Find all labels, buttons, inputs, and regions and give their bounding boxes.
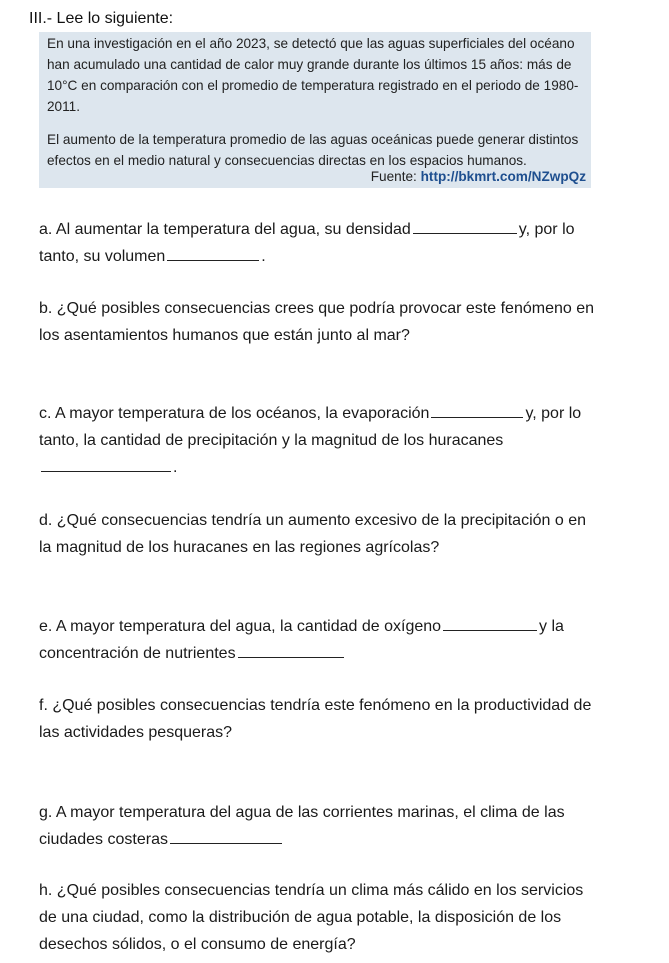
answer-blank-a1[interactable] bbox=[413, 219, 517, 234]
answer-blank-e1[interactable] bbox=[443, 616, 537, 631]
question-d: d. ¿Qué consecuencias tendría un aumento excesivo de la precipitación o en la magnitud de los huracanes en las regiones agrícolas? bbox=[39, 512, 586, 556]
answer-blank-e2[interactable] bbox=[238, 643, 344, 658]
answer-blank-g1[interactable] bbox=[170, 829, 282, 844]
question-g: g. A mayor temperatura del agua de las corrientes marinas, el clima de las ciudades costeras bbox=[39, 804, 565, 848]
passage-source bbox=[371, 166, 586, 187]
question-a: a. Al aumentar la temperatura del agua, su densidad y, por lo tanto, su volumen . bbox=[39, 221, 575, 265]
question-c: c. A mayor temperatura de los océanos, la evaporación y, por lo tanto, la cantidad de precipitación y la magnitud de los huracanes. bbox=[39, 405, 582, 476]
reading-passage bbox=[39, 32, 591, 188]
source-url: http://bkmrt.com/NZwpQz bbox=[420, 169, 586, 184]
question-b: b. ¿Qué posibles consecuencias crees que podría provocar este fenómeno en los asentamientos humanos que están junto al mar? bbox=[39, 300, 594, 344]
passage-paragraph-2: El aumento de la temperatura promedio de las aguas oceánicas puede generar distintos efectos en el medio natural y consecuencias directas en los espacios humanos. bbox=[47, 132, 579, 168]
section-heading: III.- Lee lo siguiente: bbox=[29, 10, 174, 27]
answer-blank-c1[interactable] bbox=[431, 403, 523, 418]
source-label: Fuente: bbox=[370, 169, 421, 184]
question-e: e. A mayor temperatura del agua, la cantidad de oxígeno y la concentración de nutrientes bbox=[39, 618, 564, 662]
question-h: h. ¿Qué posibles consecuencias tendría un clima más cálido en los servicios de una ciudad, como la distribución de agua potable, la disposición de los desechos sólidos, o el consumo de energía? bbox=[39, 882, 584, 953]
answer-blank-c2[interactable] bbox=[41, 457, 171, 472]
passage-paragraph-1: En una investigación en el año 2023, se detectó que las aguas superficiales del océano han acumulado una cantidad de calor muy grande durante los últimos 15 años: más de 10°C en comparación con el promedio de temperatura registrado en el periodo de 1980-2011. bbox=[47, 36, 579, 114]
question-f: f. ¿Qué posibles consecuencias tendría este fenómeno en la productividad de las actividades pesqueras? bbox=[39, 697, 592, 741]
answer-blank-a2[interactable] bbox=[167, 246, 259, 261]
degree-unit: °C bbox=[62, 78, 78, 93]
